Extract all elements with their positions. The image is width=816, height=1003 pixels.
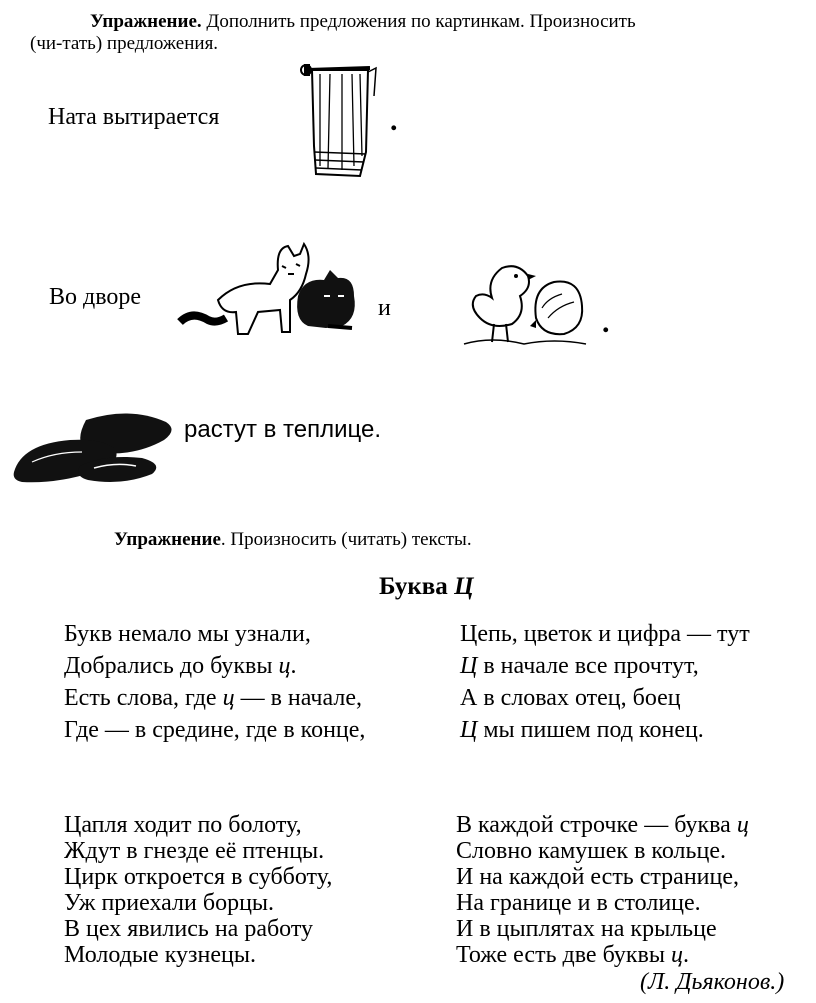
poem-line <box>456 890 749 916</box>
stanza2-left <box>64 812 332 968</box>
poem-line <box>64 812 332 838</box>
exercise1-label: Упражнение. <box>90 11 202 32</box>
exercise2-label: Упражнение <box>114 529 221 550</box>
cucumbers-icon <box>12 410 182 486</box>
poem-text: Есть слова, где <box>64 685 223 711</box>
poem-line <box>64 838 332 864</box>
poem-text: Цапля ходит по болоту, <box>64 812 302 838</box>
poem-text: И на каждой есть странице, <box>456 864 740 890</box>
poem-line <box>460 650 750 682</box>
poem-text: . <box>682 942 689 968</box>
poem-line <box>460 618 750 650</box>
poem-title <box>379 573 474 601</box>
poem-text: мы пишем под конец. <box>477 717 704 743</box>
poem-line <box>456 838 749 864</box>
exercise2-text: . Произносить (читать) тексты. <box>220 529 472 550</box>
sentence1-end: . <box>390 104 398 137</box>
sentence2-end: . <box>602 306 610 339</box>
italic-letter: ц <box>670 942 683 968</box>
poem-text: Цепь, цветок и цифра — тут <box>460 621 750 647</box>
poem-line <box>64 618 365 650</box>
poem-text: Тоже есть две буквы <box>456 942 671 968</box>
poem-text: Цирк откроется в субботу, <box>64 864 333 890</box>
poem-text: Молодые кузнецы. <box>64 942 256 968</box>
poem-line <box>456 942 749 968</box>
poem-line <box>64 916 332 942</box>
poem-text: На границе и в столице. <box>456 890 701 916</box>
stanza1-left <box>64 618 365 746</box>
exercise1-text-line2: (чи-тать) предложения. <box>30 33 219 54</box>
poem-text: Словно камушек в кольце. <box>456 838 726 864</box>
poem-text: Где — в средине, где в конце, <box>64 717 366 743</box>
poem-line <box>460 714 750 746</box>
sentence2-text: Во дворе <box>49 284 142 310</box>
sentence1-text: Ната вытирается <box>48 104 220 130</box>
italic-letter: ц <box>278 653 291 679</box>
poem-author: (Л. Дьяконов.) <box>640 969 785 995</box>
poem-line <box>64 864 332 890</box>
italic-letter: Ц <box>460 717 478 743</box>
sentence2-mid: и <box>378 295 391 321</box>
sentence3-text: растут в теплице. <box>184 416 382 443</box>
poem-line <box>460 682 750 714</box>
exercise1-text-line1: Дополнить предложения по картинкам. Произносить <box>201 11 636 32</box>
cats-icon <box>178 240 364 340</box>
exercise1-line1 <box>90 11 636 33</box>
exercise2-line <box>114 529 472 551</box>
chicks-icon <box>462 258 592 350</box>
poem-line <box>456 812 749 838</box>
poem-text: Ждут в гнезде её птенцы. <box>64 838 325 864</box>
poem-line <box>64 890 332 916</box>
poem-text: — в начале, <box>234 685 362 711</box>
poem-text: И в цыплятах на крыльце <box>456 916 717 942</box>
poem-line <box>64 942 332 968</box>
stanza1-right <box>460 618 750 746</box>
italic-letter: ц <box>222 685 235 711</box>
poem-text: Уж приехали борцы. <box>64 890 275 916</box>
poem-line <box>64 650 365 682</box>
towel-icon <box>290 56 390 186</box>
poem-text: Добрались до буквы <box>64 653 279 679</box>
poem-text: В каждой строчке — буква <box>456 812 737 838</box>
poem-line <box>64 714 365 746</box>
poem-text: Букв немало мы узнали, <box>64 621 311 647</box>
italic-letter: ц <box>736 812 749 838</box>
poem-title-prefix: Буква <box>379 573 455 600</box>
italic-letter: Ц <box>460 653 478 679</box>
poem-line <box>64 682 365 714</box>
poem-text: А в словах отец, боец <box>460 685 681 711</box>
poem-text: В цех явились на работу <box>64 916 314 942</box>
poem-text: в начале все прочтут, <box>477 653 699 679</box>
poem-line <box>456 864 749 890</box>
stanza2-right <box>456 812 749 968</box>
poem-line <box>456 916 749 942</box>
poem-title-letter: Ц <box>454 573 474 600</box>
poem-text: . <box>290 653 297 679</box>
